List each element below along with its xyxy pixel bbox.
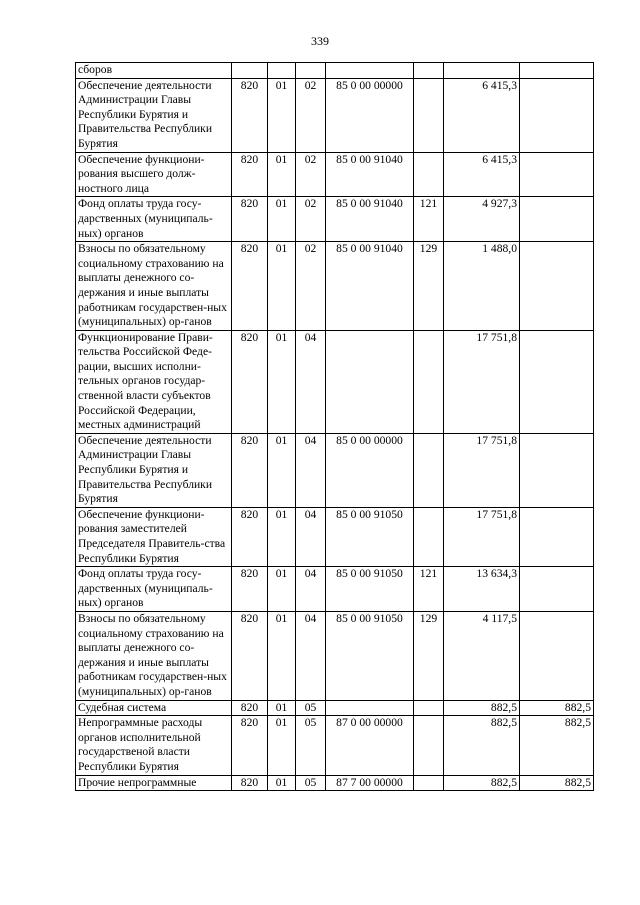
row-vr-cell: 129 bbox=[414, 242, 444, 331]
table-row bbox=[76, 507, 594, 566]
row-vid-cell: 820 bbox=[232, 197, 268, 242]
row-name-cell: Обеспечение деятельности Администрации Главы Республики Бурятия и Правительства Республики Бурятия bbox=[76, 78, 232, 152]
row-sum1-cell bbox=[444, 63, 520, 79]
row-name-cell: Взносы по обязательному социальному страхованию на выплаты денежного со-держания и иные выплаты работникам государствен-ных (муниципальных) ор-ганов bbox=[76, 611, 232, 700]
row-name-cell: Прочие непрограммные bbox=[76, 775, 232, 791]
row-rz-cell: 01 bbox=[268, 567, 296, 612]
row-csr-cell: 87 0 00 00000 bbox=[326, 716, 414, 775]
table-row bbox=[76, 700, 594, 716]
row-sum1-cell: 4 927,3 bbox=[444, 197, 520, 242]
row-csr-cell: 85 0 00 91040 bbox=[326, 242, 414, 331]
row-vr-cell bbox=[414, 330, 444, 433]
row-sum1-cell: 17 751,8 bbox=[444, 433, 520, 507]
row-rz-cell: 01 bbox=[268, 78, 296, 152]
table-row bbox=[76, 197, 594, 242]
row-pr-cell bbox=[296, 63, 326, 79]
row-vr-cell bbox=[414, 63, 444, 79]
row-name-cell: Судебная система bbox=[76, 700, 232, 716]
row-name-cell: Фонд оплаты труда госу-дарственных (муниципаль-ных) органов bbox=[76, 567, 232, 612]
row-sum2-cell bbox=[520, 611, 594, 700]
row-vr-cell: 121 bbox=[414, 197, 444, 242]
row-vr-cell bbox=[414, 507, 444, 566]
table-row bbox=[76, 775, 594, 791]
page-number: 339 bbox=[311, 34, 329, 48]
row-csr-cell bbox=[326, 63, 414, 79]
row-vid-cell: 820 bbox=[232, 152, 268, 197]
row-pr-cell: 02 bbox=[296, 197, 326, 242]
row-sum1-cell: 17 751,8 bbox=[444, 330, 520, 433]
row-sum2-cell bbox=[520, 63, 594, 79]
row-name-cell: Взносы по обязательному социальному страхованию на выплаты денежного со-держания и иные выплаты работникам государствен-ных (муниципальных) ор-ганов bbox=[76, 242, 232, 331]
row-sum2-cell: 882,5 bbox=[520, 700, 594, 716]
row-rz-cell: 01 bbox=[268, 611, 296, 700]
row-csr-cell: 85 0 00 91040 bbox=[326, 152, 414, 197]
table-row bbox=[76, 433, 594, 507]
row-vr-cell bbox=[414, 775, 444, 791]
row-vid-cell: 820 bbox=[232, 78, 268, 152]
row-pr-cell: 04 bbox=[296, 567, 326, 612]
row-vid-cell: 820 bbox=[232, 507, 268, 566]
table-row bbox=[76, 78, 594, 152]
row-pr-cell: 04 bbox=[296, 611, 326, 700]
row-pr-cell: 02 bbox=[296, 78, 326, 152]
row-vr-cell bbox=[414, 78, 444, 152]
row-csr-cell: 85 0 00 91050 bbox=[326, 611, 414, 700]
row-sum1-cell: 17 751,8 bbox=[444, 507, 520, 566]
row-vid-cell: 820 bbox=[232, 611, 268, 700]
table-row bbox=[76, 63, 594, 79]
row-vr-cell bbox=[414, 716, 444, 775]
row-name-cell: Обеспечение деятельности Администрации Главы Республики Бурятия и Правительства Республики Бурятия bbox=[76, 433, 232, 507]
row-name-cell: Фонд оплаты труда госу-дарственных (муниципаль-ных) органов bbox=[76, 197, 232, 242]
row-sum2-cell: 882,5 bbox=[520, 716, 594, 775]
row-sum2-cell bbox=[520, 78, 594, 152]
row-sum1-cell: 882,5 bbox=[444, 775, 520, 791]
table-row bbox=[76, 611, 594, 700]
row-rz-cell: 01 bbox=[268, 242, 296, 331]
row-csr-cell: 85 0 00 91040 bbox=[326, 197, 414, 242]
row-name-cell: сборов bbox=[76, 63, 232, 79]
row-sum1-cell: 882,5 bbox=[444, 716, 520, 775]
row-sum1-cell: 882,5 bbox=[444, 700, 520, 716]
row-vr-cell: 129 bbox=[414, 611, 444, 700]
row-pr-cell: 02 bbox=[296, 242, 326, 331]
row-vid-cell: 820 bbox=[232, 330, 268, 433]
row-sum1-cell: 6 415,3 bbox=[444, 78, 520, 152]
row-vr-cell bbox=[414, 700, 444, 716]
row-csr-cell: 85 0 00 00000 bbox=[326, 78, 414, 152]
row-rz-cell: 01 bbox=[268, 197, 296, 242]
row-sum2-cell bbox=[520, 152, 594, 197]
row-pr-cell: 02 bbox=[296, 152, 326, 197]
row-vid-cell: 820 bbox=[232, 775, 268, 791]
row-name-cell: Непрограммные расходы органов исполнительной государственой власти Республики Бурятия bbox=[76, 716, 232, 775]
row-rz-cell: 01 bbox=[268, 775, 296, 791]
row-pr-cell: 04 bbox=[296, 330, 326, 433]
row-csr-cell bbox=[326, 330, 414, 433]
row-vid-cell: 820 bbox=[232, 433, 268, 507]
row-name-cell: Обеспечение функциони-рования высшего долж-ностного лица bbox=[76, 152, 232, 197]
row-csr-cell bbox=[326, 700, 414, 716]
row-sum1-cell: 13 634,3 bbox=[444, 567, 520, 612]
row-vr-cell bbox=[414, 152, 444, 197]
row-sum2-cell bbox=[520, 567, 594, 612]
row-pr-cell: 05 bbox=[296, 700, 326, 716]
row-sum1-cell: 4 117,5 bbox=[444, 611, 520, 700]
row-pr-cell: 04 bbox=[296, 433, 326, 507]
row-vr-cell bbox=[414, 433, 444, 507]
row-sum2-cell: 882,5 bbox=[520, 775, 594, 791]
row-vid-cell: 820 bbox=[232, 716, 268, 775]
row-vid-cell: 820 bbox=[232, 700, 268, 716]
table-row bbox=[76, 152, 594, 197]
row-sum2-cell bbox=[520, 242, 594, 331]
table-row bbox=[76, 330, 594, 433]
row-name-cell: Обеспечение функциони-рования заместителей Председателя Правитель-ства Республики Бурятия bbox=[76, 507, 232, 566]
row-sum1-cell: 6 415,3 bbox=[444, 152, 520, 197]
budget-table bbox=[75, 62, 594, 791]
table-row bbox=[76, 716, 594, 775]
row-sum2-cell bbox=[520, 330, 594, 433]
row-csr-cell: 85 0 00 91050 bbox=[326, 567, 414, 612]
row-rz-cell: 01 bbox=[268, 433, 296, 507]
row-pr-cell: 04 bbox=[296, 507, 326, 566]
row-csr-cell: 85 0 00 00000 bbox=[326, 433, 414, 507]
row-rz-cell: 01 bbox=[268, 152, 296, 197]
row-sum2-cell bbox=[520, 433, 594, 507]
row-vid-cell: 820 bbox=[232, 242, 268, 331]
row-vid-cell: 820 bbox=[232, 567, 268, 612]
row-pr-cell: 05 bbox=[296, 716, 326, 775]
row-sum1-cell: 1 488,0 bbox=[444, 242, 520, 331]
row-csr-cell: 85 0 00 91050 bbox=[326, 507, 414, 566]
row-name-cell: Функционирование Прави-тельства Российской Феде-рации, высших исполни-тельных органов государ-ственной власти субъектов Российской Федерации, местных администраций bbox=[76, 330, 232, 433]
row-rz-cell: 01 bbox=[268, 330, 296, 433]
row-sum2-cell bbox=[520, 507, 594, 566]
table-row bbox=[76, 567, 594, 612]
row-csr-cell: 87 7 00 00000 bbox=[326, 775, 414, 791]
row-vr-cell: 121 bbox=[414, 567, 444, 612]
row-rz-cell bbox=[268, 63, 296, 79]
row-sum2-cell bbox=[520, 197, 594, 242]
row-rz-cell: 01 bbox=[268, 507, 296, 566]
table-row bbox=[76, 242, 594, 331]
row-vid-cell bbox=[232, 63, 268, 79]
row-pr-cell: 05 bbox=[296, 775, 326, 791]
row-rz-cell: 01 bbox=[268, 700, 296, 716]
row-rz-cell: 01 bbox=[268, 716, 296, 775]
